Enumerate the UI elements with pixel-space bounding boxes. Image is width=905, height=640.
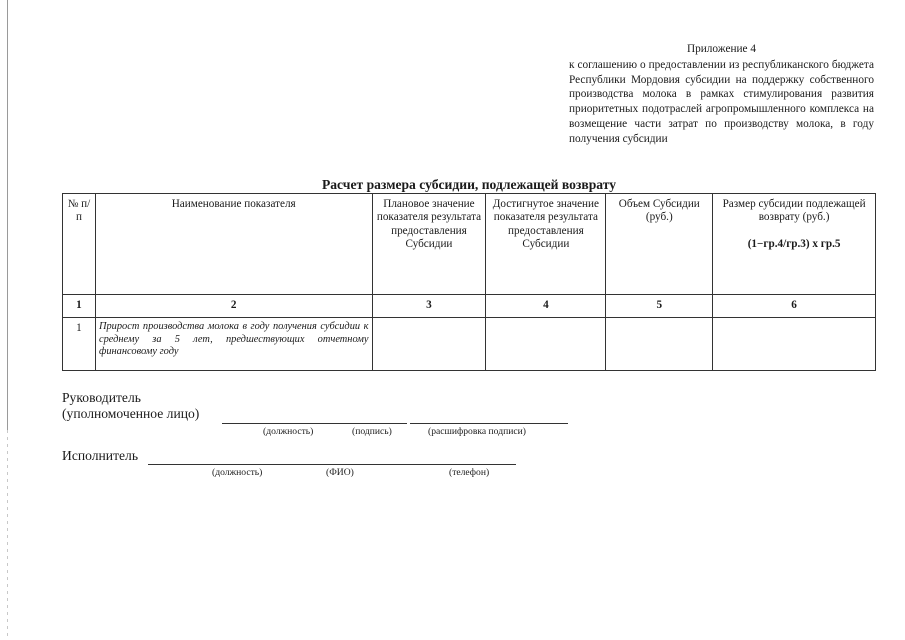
appendix-title: Приложение 4: [686, 43, 757, 55]
table-row: [63, 318, 876, 371]
head-caption-decoding: (расшифровка подписи): [428, 426, 526, 437]
header-plan: Плановое значение показателя результата предоставления Субсидии: [372, 194, 486, 295]
header-achieved: Достигнутое значение показателя результата предоставления Субсидии: [486, 194, 606, 295]
header-size: [713, 194, 876, 295]
column-number: 4: [486, 295, 606, 318]
header-size-label: Размер субсидии подлежащей возврату (руб.): [722, 198, 866, 224]
row-achieved-value: [486, 318, 606, 371]
row-size-value: [713, 318, 876, 371]
appendix-block: [569, 42, 874, 147]
head-label-line2: (уполномоченное лицо): [62, 406, 200, 421]
page-margin-line-dashed: [7, 430, 8, 640]
executor-line: [148, 464, 516, 465]
head-signature-line: [410, 423, 568, 424]
header-volume: Объем Субсидии (руб.): [606, 194, 713, 295]
head-caption-position: (должность): [263, 426, 314, 437]
calculation-table: [62, 193, 876, 371]
executor-label: Исполнитель: [62, 448, 139, 463]
header-size-formula: (1−гр.4/гр.3) х гр.5: [747, 237, 841, 250]
header-num: № п/п: [63, 194, 96, 295]
row-num: 1: [63, 318, 96, 371]
column-number: 2: [95, 295, 372, 318]
appendix-text: к соглашению о предоставлении из республиканского бюджета Республики Мордовия субсидии на поддержку собственного производства молока в рамках стимулирования развития приоритетных подотраслей агропромышленного комплекса на возмещение части затрат по производству молока, в году получения субсидии: [569, 58, 874, 145]
head-position-line: [222, 423, 407, 424]
row-name: Прирост производства молока в году получения субсидии к среднему за 5 лет, предшествующих отчетному финансовому году: [95, 318, 372, 371]
row-volume-value: [606, 318, 713, 371]
column-number: 6: [713, 295, 876, 318]
column-number: 5: [606, 295, 713, 318]
executor-caption-phone: (телефон): [449, 467, 490, 478]
column-number-row: [63, 295, 876, 318]
head-caption-signature: (подпись): [352, 426, 392, 437]
executor-caption-name: (ФИО): [326, 467, 354, 478]
row-plan-value: [372, 318, 486, 371]
column-number: 3: [372, 295, 486, 318]
page-margin-line: [7, 0, 8, 430]
header-name: Наименование показателя: [95, 194, 372, 295]
table-header-row: [63, 194, 876, 295]
document-heading: Расчет размера субсидии, подлежащей возврату: [321, 177, 617, 192]
column-number: 1: [63, 295, 96, 318]
executor-caption-position: (должность): [212, 467, 263, 478]
head-label-line1: Руководитель: [62, 390, 141, 405]
